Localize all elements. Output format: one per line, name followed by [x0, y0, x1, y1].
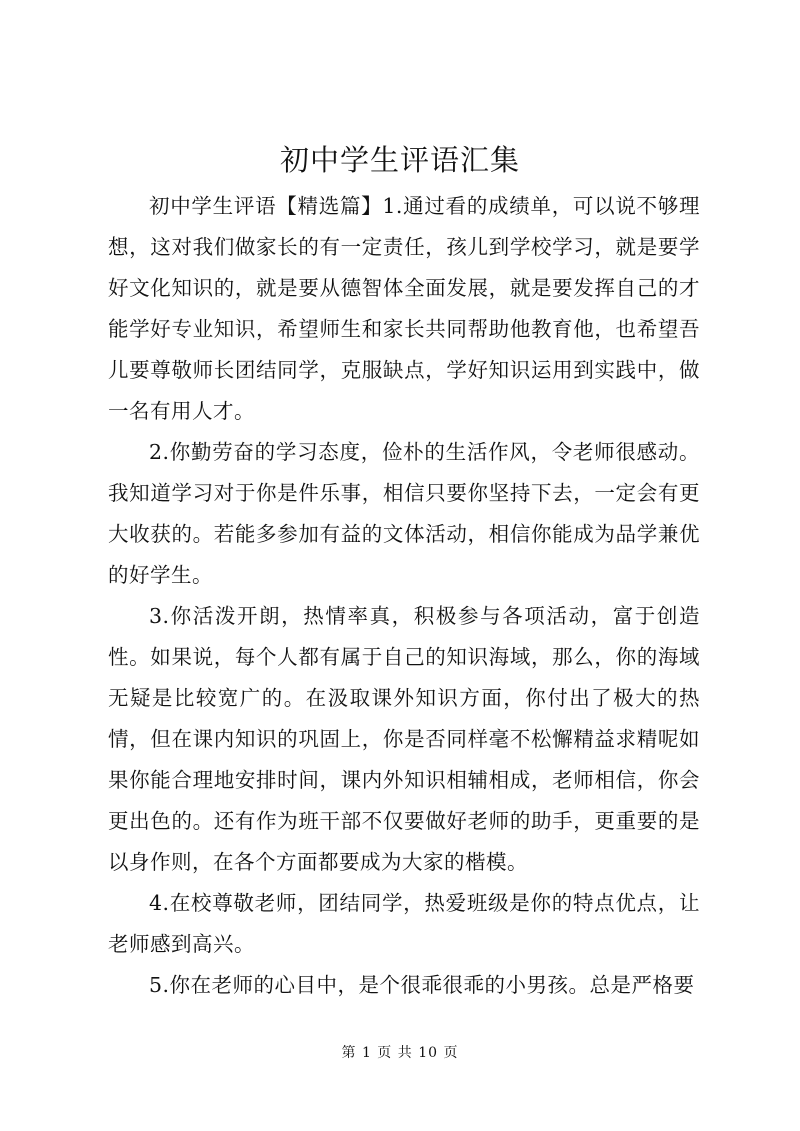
paragraph-1: 初中学生评语【精选篇】1.通过看的成绩单，可以说不够理想，这对我们做家长的有一定责任，孩儿到学校学习，就是要学好文化知识的，就是要从德智体全面发展，就是要发挥自己的才能学好专业知识，希望师生和家长共同帮助他教育他，也希望吾儿要尊敬师长团结同学，克服缺点，学好知识运用到实践中，做一名有用人才。	[108, 194, 700, 423]
document-body	[108, 186, 700, 1006]
paragraph-3: 3.你活泼开朗，热情率真，积极参与各项活动，富于创造性。如果说，每个人都有属于自己的知识海域，那么，你的海域无疑是比较宽广的。在汲取课外知识方面，你付出了极大的热情，但在课内知识的巩固上，你是否同样毫不松懈精益求精呢如果你能合理地安排时间，课内外知识相辅相成，老师相信，你会更出色的。还有作为班干部不仅要做好老师的助手，更重要的是以身作则，在各个方面都要成为大家的楷模。	[108, 604, 700, 874]
paragraph-2: 2.你勤劳奋的学习态度，俭朴的生活作风，令老师很感动。我知道学习对于你是件乐事，相信只要你坚持下去，一定会有更大收获的。若能多参加有益的文体活动，相信你能成为品学兼优的好学生。	[108, 440, 700, 587]
paragraph-5: 5.你在老师的心目中，是个很乖很乖的小男孩。总是严格要	[149, 973, 695, 997]
document-title: 初中学生评语汇集	[279, 143, 520, 177]
paragraph-4: 4.在校尊敬老师，团结同学，热爱班级是你的特点优点，让老师感到高兴。	[108, 891, 700, 956]
page-footer: 第 1 页 共 10 页	[341, 1045, 459, 1061]
